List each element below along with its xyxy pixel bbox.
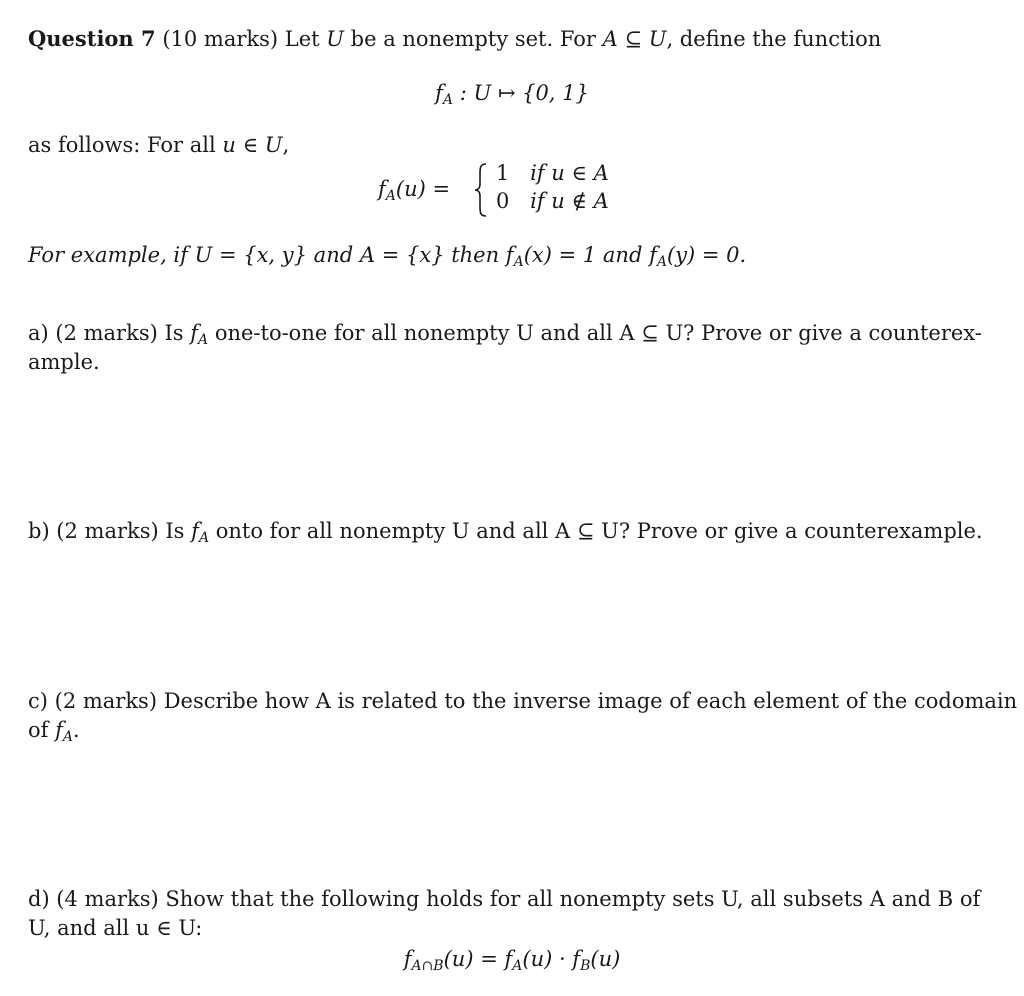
- piecewise-lhs: [378, 176, 450, 202]
- part-a-label: a) (2 marks) Is: [28, 321, 184, 345]
- eq-sub3: B: [580, 958, 591, 974]
- example-line: [28, 242, 746, 268]
- part-a-f: f: [190, 321, 198, 345]
- case1-value: 1: [496, 161, 510, 185]
- example-end: (y) = 0.: [666, 243, 747, 267]
- part-d-line1: d) (4 marks) Show that the following holds for all nonempty sets U, all subsets A and B of: [28, 887, 981, 911]
- part-b-label: b) (2 marks) Is: [28, 519, 185, 543]
- case-2: [496, 188, 609, 214]
- question-marks: (10 marks): [162, 27, 279, 51]
- part-b-sub: A: [198, 530, 210, 546]
- as-follows-comma: ,: [282, 133, 290, 157]
- intro-nonempty: be a nonempty set. For: [350, 27, 596, 51]
- part-c-sub: A: [62, 729, 74, 745]
- part-d-equation: [0, 946, 1024, 972]
- eq-end: (u): [590, 947, 621, 971]
- left-brace: [474, 162, 488, 218]
- part-b: [28, 518, 983, 544]
- eq-f1: f: [403, 947, 412, 971]
- case1-condition: if u ∈ A: [530, 161, 609, 185]
- question-header: [28, 26, 881, 52]
- case2-value: 0: [496, 189, 510, 213]
- lhs-f: f: [378, 177, 386, 201]
- piecewise-definition: [378, 158, 678, 222]
- part-c-end: .: [73, 718, 80, 742]
- case-1: [496, 160, 609, 186]
- part-c-of: of: [28, 718, 49, 742]
- part-a-sub: A: [198, 332, 209, 348]
- part-a: [28, 320, 982, 346]
- as-follows-line: [28, 132, 289, 158]
- part-c-line1: c) (2 marks) Describe how A is related to the inverse image of each element of the codomain: [28, 689, 1018, 713]
- example-sub1: A: [513, 254, 524, 270]
- example-sub2: A: [656, 254, 667, 270]
- example-text: For example, if U = {x, y} and A = {x} then f: [28, 243, 514, 267]
- eq-mid1: (u) = f: [443, 947, 513, 971]
- eq-sub1: A∩B: [411, 958, 444, 974]
- as-follows-text: as follows: For all: [28, 133, 216, 157]
- sig-f: f: [435, 81, 443, 105]
- eq-sub2: A: [512, 958, 523, 974]
- lhs-sub: A: [385, 188, 396, 204]
- part-d-line2: U, and all u ∈ U:: [28, 916, 203, 940]
- set-U: U: [326, 27, 344, 51]
- case2-condition: if u ∉ A: [530, 189, 609, 213]
- lhs-arg: (u) =: [395, 177, 451, 201]
- part-b-rest: onto for all nonempty U and all A ⊆ U? Prove or give a counterexample.: [215, 519, 983, 543]
- example-mid: (x) = 1 and f: [523, 243, 657, 267]
- subset-expr: A ⊆ U: [602, 27, 667, 51]
- part-c-f: f: [55, 718, 63, 742]
- part-d: [28, 886, 980, 912]
- part-a-cont-text: ample.: [28, 350, 100, 374]
- part-b-f: f: [191, 519, 199, 543]
- part-c: [28, 688, 1017, 714]
- question-label: Question 7: [28, 26, 156, 51]
- part-c-cont: [28, 717, 80, 743]
- intro-let: Let: [284, 27, 320, 51]
- function-signature: [0, 80, 1024, 106]
- sig-rest: : U ↦ {0, 1}: [453, 81, 589, 105]
- part-a-rest: one-to-one for all nonempty U and all A ⊆ U? Prove or give a counterex-: [214, 321, 982, 345]
- u-in-U: u ∈ U: [222, 133, 283, 157]
- part-a-cont: [28, 349, 100, 375]
- intro-define: , define the function: [666, 27, 882, 51]
- part-d-cont: [28, 915, 202, 941]
- sig-sub: A: [442, 92, 454, 108]
- eq-mid2: (u) · f: [522, 947, 581, 971]
